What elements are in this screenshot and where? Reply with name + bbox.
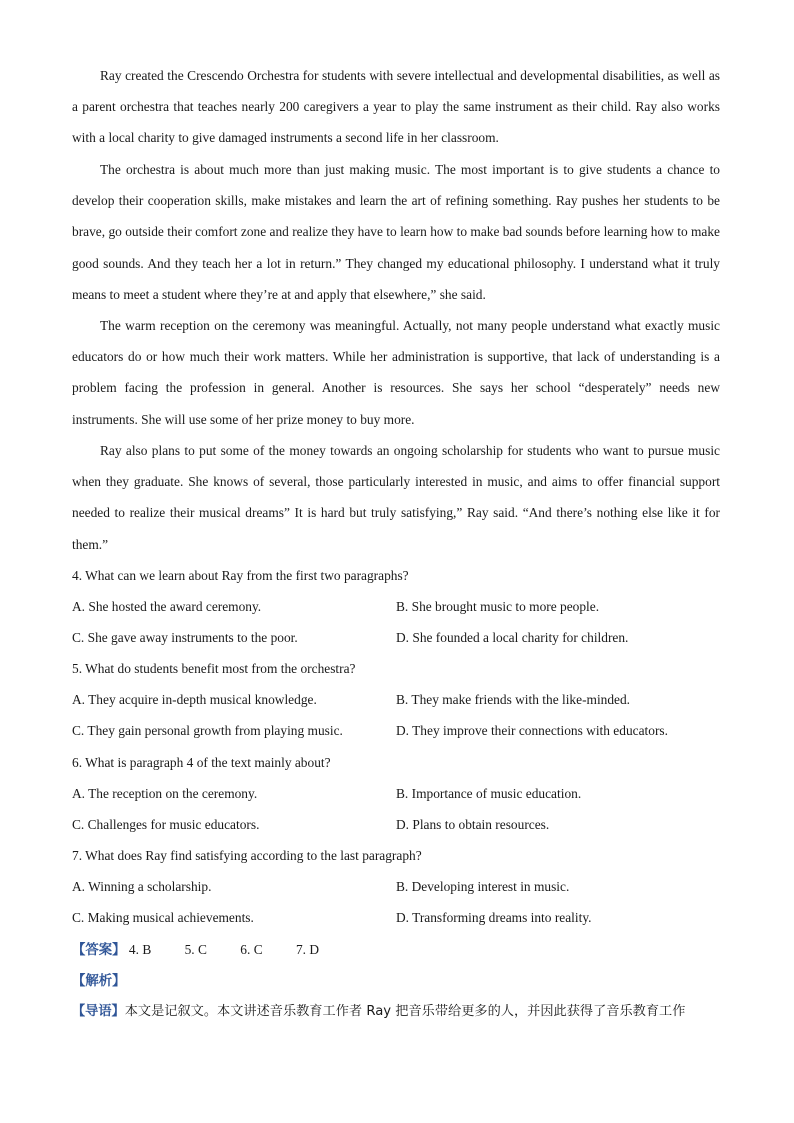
analysis-label: 【解析】 [72, 973, 126, 988]
passage-paragraph-2: The orchestra is about much more than just making music. The most important is to give students a chance to develop their cooperation skills, make mistakes and learn the art of refining something. Ray pushes her students to be brave, go outside their comfort zone and realize they have to learn how to make bad sounds before learning how to make good sounds. And they teach her a lot in return.” They changed my educational philosophy. I understand what it truly means to meet a student where they’re at and apply that elsewhere,” she said. [72, 162, 720, 302]
question-4-option-c: C. She gave away instruments to the poor. [72, 630, 298, 645]
question-4-stem: 4. What can we learn about Ray from the first two paragraphs? [72, 568, 409, 583]
passage-paragraph-3: The warm reception on the ceremony was meaningful. Actually, not many people understand what exactly music educators do or how much their work matters. While her administration is supportive, that lack of understanding is a problem facing the profession in general. Another is resources. She says her school “desperately” needs new instruments. She will use some of her prize money to buy more. [72, 318, 720, 427]
question-6-option-a: A. The reception on the ceremony. [72, 786, 258, 801]
answer-item: 4. B [128, 942, 152, 957]
passage-paragraph-4: Ray also plans to put some of the money towards an ongoing scholarship for students who want to pursue music when they graduate. She knows of several, those particularly interested in music, and aims to offer financial support needed to realize their musical dreams” It is hard but truly satisfying,” Ray said. “And there’s nothing else like it for them.” [72, 443, 720, 552]
question-7-option-d: D. Transforming dreams into reality. [396, 910, 592, 925]
answer-item: 6. C [240, 942, 263, 957]
question-6-option-c: C. Challenges for music educators. [72, 817, 260, 832]
question-7-option-a: A. Winning a scholarship. [72, 879, 212, 894]
answer-label: 【答案】 [72, 942, 126, 957]
question-5-option-b: B. They make friends with the like-minded. [396, 692, 631, 707]
passage-paragraph-1: Ray created the Crescendo Orchestra for students with severe intellectual and developmental disabilities, as well as a parent orchestra that teaches nearly 200 caregivers a year to play the same instrument as their child. Ray also works with a local charity to give damaged instruments a second life in her classroom. [72, 68, 720, 146]
question-7-stem: 7. What does Ray find satisfying according to the last paragraph? [72, 848, 422, 863]
answer-key [72, 940, 349, 960]
question-5-option-a: A. They acquire in-depth musical knowledge. [72, 692, 317, 707]
answer-item: 5. C [184, 942, 207, 957]
question-4-option-d: D. She founded a local charity for children. [396, 630, 629, 645]
question-7-option-b: B. Developing interest in music. [396, 879, 570, 894]
answer-item: 7. D [295, 942, 320, 957]
analysis-heading [72, 971, 126, 991]
guide-line [72, 1002, 685, 1022]
guide-label: 【导语】 [72, 1004, 125, 1019]
question-6-option-d: D. Plans to obtain resources. [396, 817, 550, 832]
question-4-option-b: B. She brought music to more people. [396, 599, 600, 614]
question-6-stem: 6. What is paragraph 4 of the text mainly about? [72, 755, 331, 770]
question-6-option-b: B. Importance of music education. [396, 786, 582, 801]
question-5-option-d: D. They improve their connections with educators. [396, 723, 668, 738]
question-5-option-c: C. They gain personal growth from playing music. [72, 723, 343, 738]
question-4-option-a: A. She hosted the award ceremony. [72, 599, 262, 614]
guide-text: 本文是记叙文。本文讲述音乐教育工作者 Ray 把音乐带给更多的人，并因此获得了音乐教育工作 [124, 1004, 686, 1019]
question-5-stem: 5. What do students benefit most from the orchestra? [72, 661, 356, 676]
question-7-option-c: C. Making musical achievements. [72, 910, 254, 925]
